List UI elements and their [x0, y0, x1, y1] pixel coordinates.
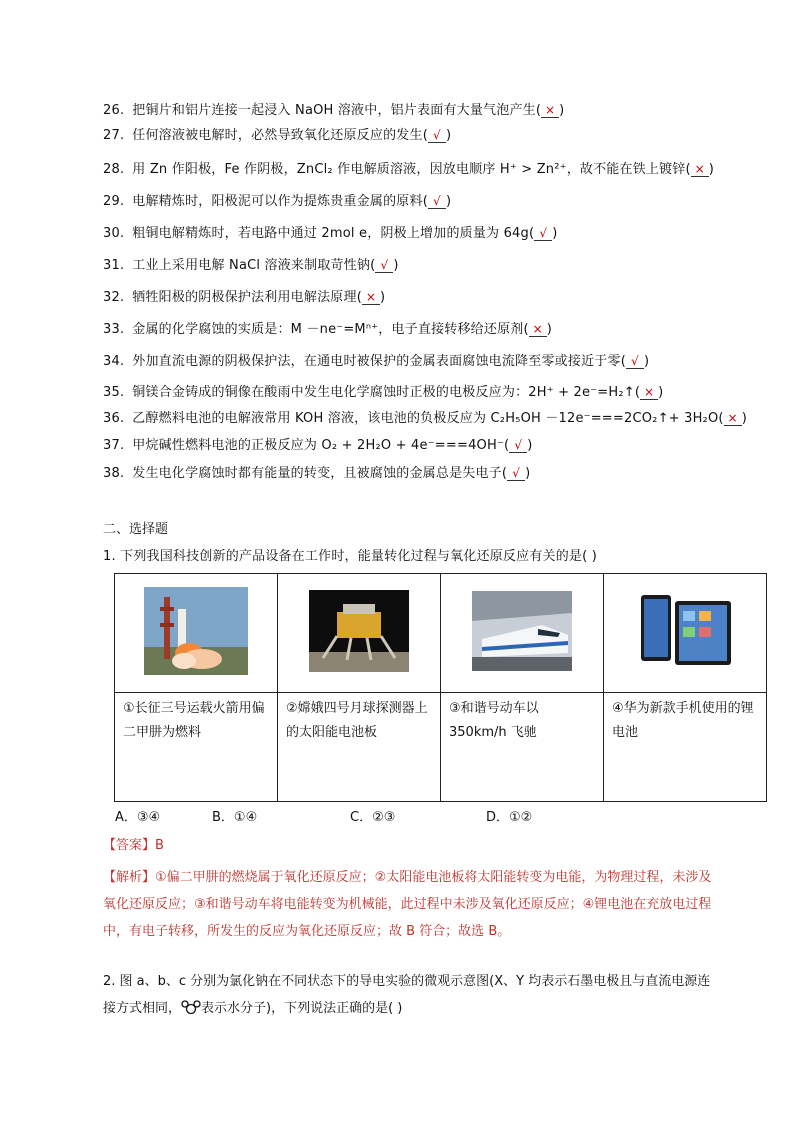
judgment-number: 31.	[103, 258, 125, 273]
analysis-paragraph	[103, 864, 723, 945]
question-1-table	[114, 573, 767, 802]
lunar-lander-image	[309, 590, 409, 672]
judgment-mark: ×	[529, 322, 547, 337]
paren-open: (	[356, 290, 362, 305]
judgment-text: 铜镁合金铸成的铜像在酸雨中发生电化学腐蚀时正极的电极反应为：2H⁺ + 2e⁻=H₂↑	[132, 385, 635, 400]
judgment-number: 32.	[103, 290, 125, 305]
question-2-stem-b: 表示水分子)，下列说法正确的是( )	[201, 1001, 403, 1016]
judgment-text: 把铜片和铝片连接一起浸入 NaOH 溶液中，铝片表面有大量气泡产生	[132, 103, 536, 118]
paren-close: )	[559, 103, 565, 118]
paren-open: (	[422, 194, 428, 209]
paren-close: )	[741, 411, 747, 426]
judgment-text: 电解精炼时，阳极泥可以作为提炼贵重金属的原料	[132, 194, 423, 209]
option-d: D．①②	[486, 810, 533, 825]
judgment-text: 任何溶液被电解时，必然导致氧化还原反应的发生	[132, 128, 423, 143]
judgment-text: 发生电化学腐蚀时都有能量的转变，且被腐蚀的金属总是失电子	[132, 466, 502, 481]
judgment-mark: ×	[362, 290, 380, 305]
option-c: C．②③	[350, 810, 396, 825]
judgment-item	[103, 354, 649, 370]
judgment-number: 33.	[103, 322, 125, 337]
option-a: A．③④	[115, 810, 161, 825]
option-b: B．①④	[212, 810, 258, 825]
judgment-mark: √	[507, 466, 525, 481]
section-title: 二、选择题	[103, 522, 169, 537]
paren-close: )	[525, 466, 531, 481]
judgment-item	[103, 194, 451, 210]
judgment-text: 乙醇燃料电池的电解液常用 KOH 溶液，该电池的负极反应为 C₂H₅OH －12e⁻===2CO₂↑+ 3H₂O	[132, 411, 719, 426]
lander-image-cell	[278, 574, 441, 693]
judgment-number: 30.	[103, 226, 125, 241]
question-1-stem: 1. 下列我国科技创新的产品设备在工作时，能量转化过程与氧化还原反应有关的是( )	[103, 549, 598, 564]
paren-open: (	[528, 226, 535, 241]
question-2-stem-a: 2. 图 a、b、c 分别为氯化钠在不同状态下的导电实验的微观示意图(X、Y 均表示石墨电极且与直流电源连接方式相同，	[103, 974, 711, 1016]
judgment-item	[103, 226, 558, 242]
judgment-mark: ×	[541, 103, 559, 118]
paren-open: (	[685, 162, 691, 177]
paren-close: )	[445, 194, 452, 209]
paren-close: )	[643, 354, 650, 369]
judgment-item	[103, 322, 552, 338]
judgment-mark: ×	[640, 385, 658, 400]
judgment-number: 29.	[103, 194, 125, 209]
judgment-mark: ×	[724, 411, 742, 426]
judgment-number: 37.	[103, 438, 125, 453]
judgment-mark: √	[428, 128, 446, 143]
judgment-item	[103, 385, 663, 401]
option-cell-2: ②嫦娥四号月球探测器上的太阳能电池板	[278, 693, 441, 802]
paren-open: (	[504, 438, 510, 453]
paren-close: )	[552, 226, 558, 241]
judgment-number: 34.	[103, 354, 125, 369]
judgment-text: 牺牲阳极的阴极保护法利用电解法原理	[132, 290, 357, 305]
paren-open: (	[501, 466, 508, 481]
judgment-mark: √	[534, 226, 552, 241]
paren-open: (	[634, 385, 641, 400]
train-image-cell	[441, 574, 604, 693]
paren-close: )	[445, 128, 452, 143]
paren-open: (	[620, 354, 626, 369]
high-speed-train-image	[472, 591, 572, 671]
paren-close: )	[546, 322, 553, 337]
judgment-number: 36.	[103, 411, 125, 426]
judgment-number: 35.	[103, 385, 125, 400]
paren-close: )	[379, 290, 386, 305]
foldable-phone-image	[635, 591, 735, 671]
water-molecule-icon	[181, 1000, 201, 1014]
judgment-text: 金属的化学腐蚀的实质是：M －ne⁻=Mⁿ⁺，电子直接转移给还原剂	[132, 322, 524, 337]
judgment-text: 粗铜电解精炼时，若电路中通过 2mol e，阴极上增加的质量为 64g	[132, 226, 529, 241]
judgment-text: 工业上采用电解 NaCl 溶液来制取苛性钠	[132, 258, 371, 273]
judgment-item	[103, 103, 564, 119]
option-cell-1: ①长征三号运载火箭用偏二甲肼为燃料	[115, 693, 278, 802]
judgment-mark: √	[428, 194, 446, 209]
judgment-number: 26.	[103, 103, 125, 118]
rocket-image-cell	[115, 574, 278, 693]
rocket-launch-image	[144, 587, 248, 675]
analysis-text: ①偏二甲肼的燃烧属于氧化还原反应；②太阳能电池板将太阳能转变为电能，为物理过程，未涉及氧化还原反应；③和谐号动车将电能转变为机械能，此过程中未涉及氧化还原反应；④锂电池在充放电过程中，有电子转移，所发生的反应为氧化还原反应；故 B 符合；故选 B。	[103, 870, 712, 939]
option-cell-3: ③和谐号动车以350km/h 飞驰	[441, 693, 604, 802]
paren-open: (	[422, 128, 428, 143]
option-cell-4: ④华为新款手机使用的锂电池	[604, 693, 767, 802]
paren-close: )	[708, 162, 715, 177]
judgment-mark: √	[626, 354, 644, 369]
judgment-item	[103, 162, 714, 178]
answer-value: B	[155, 838, 164, 853]
judgment-item	[103, 466, 530, 482]
judgment-item	[103, 128, 451, 144]
answer-line	[103, 832, 723, 859]
judgment-item	[103, 258, 399, 274]
answer-label: 【答案】	[103, 838, 156, 853]
judgment-mark: ×	[691, 162, 709, 177]
paren-open: (	[370, 258, 376, 273]
judgment-item	[103, 290, 385, 306]
judgment-mark: √	[375, 258, 393, 273]
phone-image-cell	[604, 574, 767, 693]
judgment-mark: √	[509, 438, 527, 453]
paren-open: (	[535, 103, 542, 118]
judgment-item	[103, 411, 747, 427]
paren-open: (	[718, 411, 724, 426]
analysis-label: 【解析】	[103, 870, 156, 885]
judgment-item	[103, 438, 533, 454]
paren-close: )	[527, 438, 533, 453]
question-2-stem	[103, 968, 723, 1022]
judgment-text: 甲烷碱性燃料电池的正极反应为 O₂ + 2H₂O + 4e⁻===4OH⁻	[132, 438, 505, 453]
paren-close: )	[658, 385, 664, 400]
judgment-number: 27.	[103, 128, 125, 143]
paren-close: )	[393, 258, 399, 273]
paren-open: (	[523, 322, 529, 337]
judgment-number: 38.	[103, 466, 125, 481]
judgment-number: 28.	[103, 162, 125, 177]
judgment-text: 用 Zn 作阳极，Fe 作阴极，ZnCl₂ 作电解质溶液，因放电顺序 H⁺ > Zn²⁺，故不能在铁上镀锌	[132, 162, 686, 177]
judgment-text: 外加直流电源的阴极保护法，在通电时被保护的金属表面腐蚀电流降至零或接近于零	[132, 354, 621, 369]
